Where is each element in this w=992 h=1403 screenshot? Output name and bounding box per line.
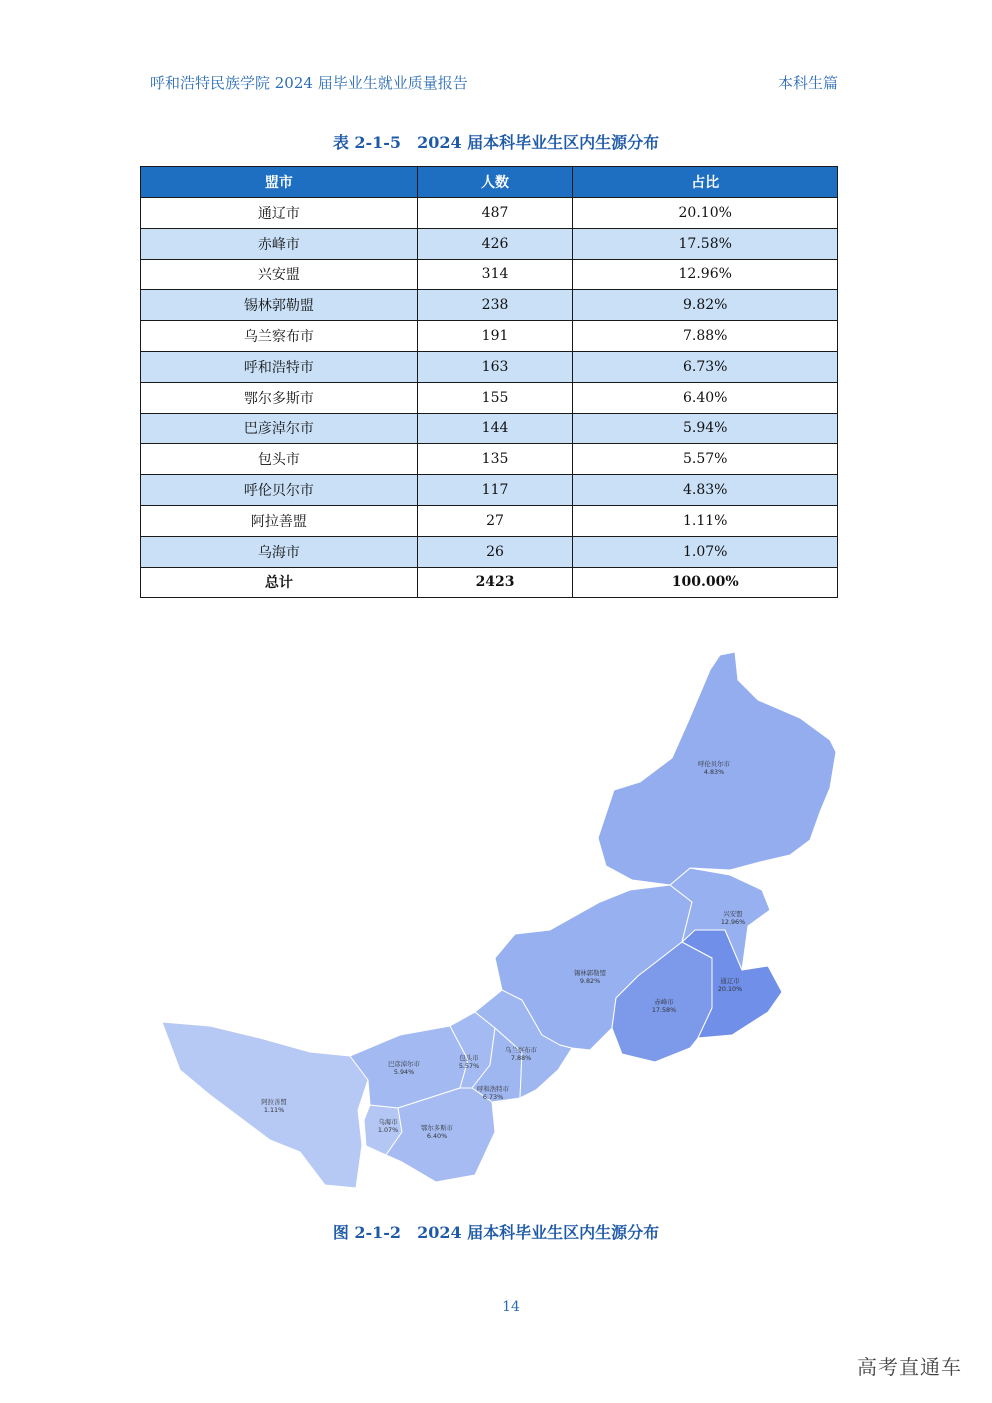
cell-count: 191 (417, 321, 573, 352)
map-label-ordos: 鄂尔多斯市 (421, 1124, 453, 1132)
report-header-section: 本科生篇 (777, 74, 838, 92)
cell-count: 27 (417, 505, 573, 536)
map-label-hohhot: 呼和浩特市 (477, 1085, 509, 1093)
figure-title: 2024 届本科毕业生区内生源分布 (417, 1223, 660, 1242)
cell-count: 117 (417, 475, 573, 506)
map-value-chifeng: 17.58% (651, 1006, 677, 1014)
inner-mongolia-map (150, 640, 850, 1200)
map-label-hinggan: 兴安盟 (723, 910, 743, 918)
map-value-hulunbuir: 4.83% (703, 768, 725, 776)
cell-count: 314 (417, 259, 573, 290)
map-value-tongliao: 20.10% (717, 985, 743, 993)
map-value-bayannur: 5.94% (393, 1068, 415, 1076)
map-value-ordos: 6.40% (426, 1132, 448, 1140)
table-row (141, 259, 838, 290)
table-row (141, 228, 838, 259)
column-header: 占比 (573, 167, 838, 198)
map-label-hulunbuir: 呼伦贝尔市 (698, 760, 730, 768)
cell-region: 锡林郭勒盟 (141, 290, 418, 321)
cell-ratio: 5.94% (573, 413, 838, 444)
column-header: 人数 (417, 167, 573, 198)
table-row (141, 505, 838, 536)
table-total-row (141, 567, 838, 598)
cell-ratio: 1.11% (573, 505, 838, 536)
cell-region: 鄂尔多斯市 (141, 382, 418, 413)
map-value-wuhai: 1.07% (377, 1126, 399, 1134)
table-number: 表 2-1-5 (332, 133, 402, 152)
cell-count: 26 (417, 536, 573, 567)
column-header: 盟市 (141, 167, 418, 198)
table-row (141, 198, 838, 229)
map-label-baotou: 包头市 (459, 1054, 479, 1062)
cell-count: 155 (417, 382, 573, 413)
table-row (141, 536, 838, 567)
map-value-alashan: 1.11% (263, 1106, 285, 1114)
cell-region: 巴彦淖尔市 (141, 413, 418, 444)
figure-number: 图 2-1-2 (332, 1223, 402, 1242)
cell-region: 乌兰察布市 (141, 321, 418, 352)
cell-total-ratio: 100.00% (573, 567, 838, 598)
table-row (141, 382, 838, 413)
figure-caption (0, 1220, 992, 1243)
watermark: 高考直通车 (857, 1355, 962, 1379)
cell-ratio: 5.57% (573, 444, 838, 475)
table-row (141, 290, 838, 321)
cell-count: 135 (417, 444, 573, 475)
cell-ratio: 17.58% (573, 228, 838, 259)
map-label-wuhai: 乌海市 (378, 1118, 398, 1126)
cell-region: 阿拉善盟 (141, 505, 418, 536)
cell-region: 呼伦贝尔市 (141, 475, 418, 506)
cell-region: 通辽市 (141, 198, 418, 229)
table-caption (0, 130, 992, 153)
map-value-xilingol: 9.82% (579, 977, 601, 985)
cell-count: 144 (417, 413, 573, 444)
map-value-baotou: 5.57% (458, 1062, 480, 1070)
cell-region: 包头市 (141, 444, 418, 475)
cell-count: 487 (417, 198, 573, 229)
cell-ratio: 6.40% (573, 382, 838, 413)
map-label-tongliao: 通辽市 (720, 977, 740, 985)
table-row (141, 351, 838, 382)
source-distribution-table (140, 166, 838, 598)
cell-total-label: 总计 (141, 567, 418, 598)
cell-ratio: 7.88% (573, 321, 838, 352)
cell-count: 238 (417, 290, 573, 321)
table-row (141, 475, 838, 506)
cell-region: 兴安盟 (141, 259, 418, 290)
table-row (141, 321, 838, 352)
map-label-chifeng: 赤峰市 (654, 998, 674, 1006)
table-row (141, 444, 838, 475)
cell-ratio: 4.83% (573, 475, 838, 506)
table-title: 2024 届本科毕业生区内生源分布 (417, 133, 660, 152)
cell-total-count: 2423 (417, 567, 573, 598)
cell-ratio: 20.10% (573, 198, 838, 229)
cell-region: 乌海市 (141, 536, 418, 567)
table-header-row (141, 167, 838, 198)
page-number: 14 (502, 1299, 520, 1315)
report-header-title: 呼和浩特民族学院 2024 届毕业生就业质量报告 (150, 74, 468, 92)
cell-region: 呼和浩特市 (141, 351, 418, 382)
map-value-hohhot: 6.73% (482, 1093, 504, 1101)
cell-region: 赤峰市 (141, 228, 418, 259)
map-value-ulanqab: 7.88% (510, 1054, 532, 1062)
map-label-alashan: 阿拉善盟 (261, 1098, 287, 1106)
cell-ratio: 9.82% (573, 290, 838, 321)
table-row (141, 413, 838, 444)
cell-ratio: 1.07% (573, 536, 838, 567)
map-label-ulanqab: 乌兰察布市 (505, 1046, 537, 1054)
cell-ratio: 12.96% (573, 259, 838, 290)
cell-count: 426 (417, 228, 573, 259)
map-label-xilingol: 锡林郭勒盟 (574, 969, 606, 977)
cell-count: 163 (417, 351, 573, 382)
map-label-bayannur: 巴彦淖尔市 (388, 1060, 420, 1068)
map-value-hinggan: 12.96% (720, 918, 746, 926)
cell-ratio: 6.73% (573, 351, 838, 382)
